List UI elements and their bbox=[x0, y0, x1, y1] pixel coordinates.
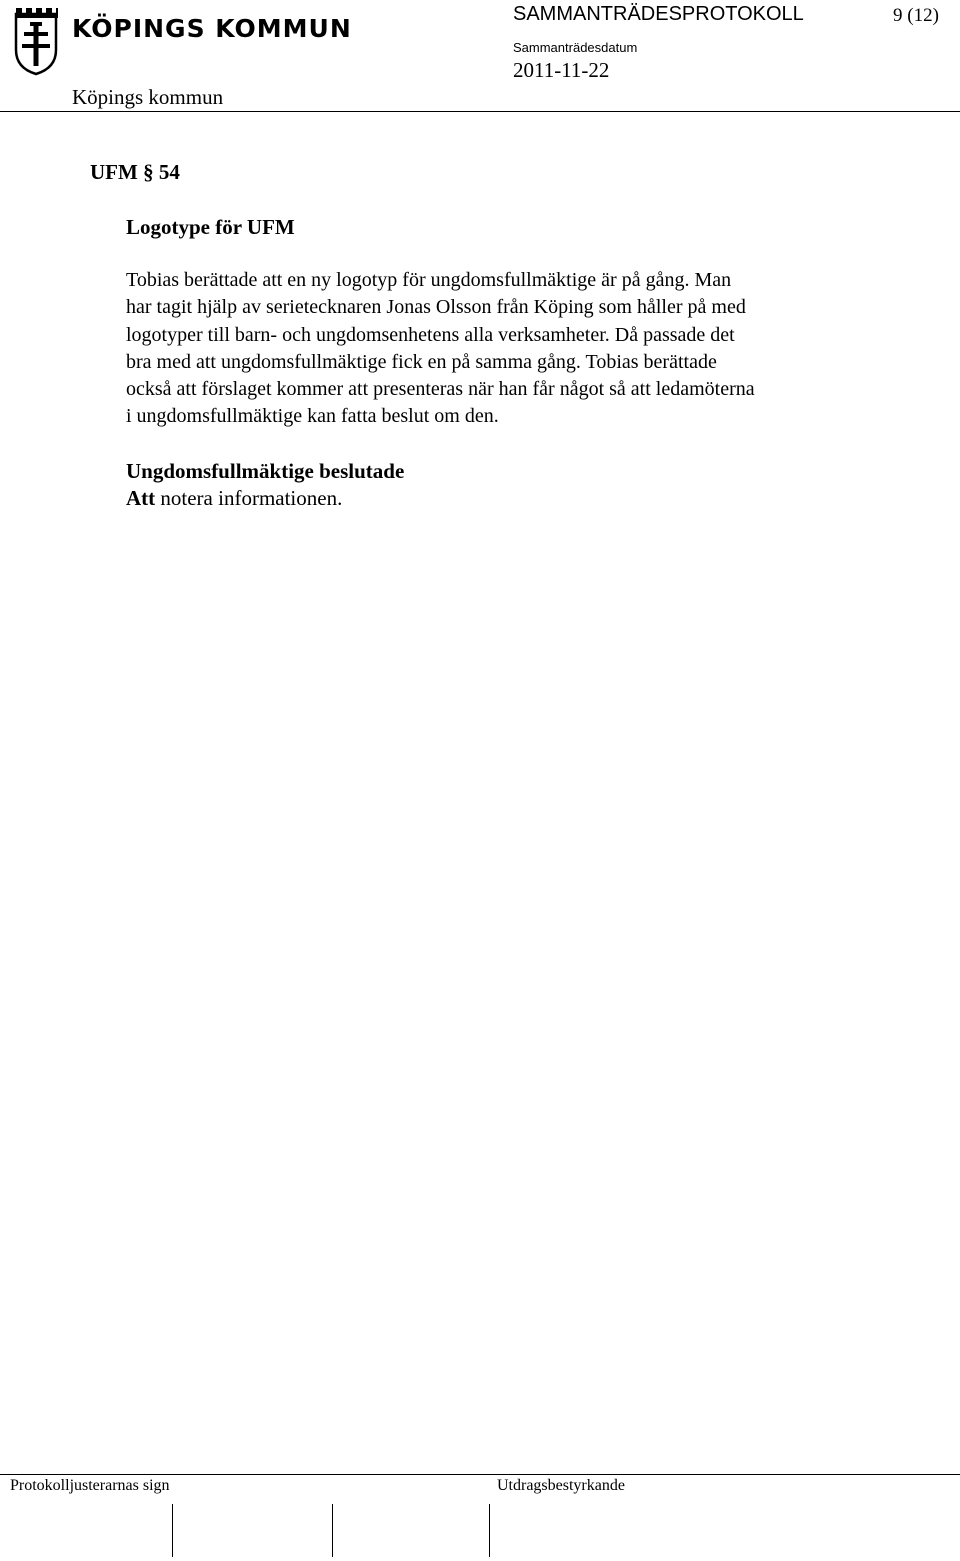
signature-box-line bbox=[172, 1504, 173, 1557]
paragraph-line: Tobias berättade att en ny logotyp för ungdomsfullmäktige är på gång. Man bbox=[126, 269, 732, 291]
item-paragraph bbox=[126, 267, 906, 431]
paragraph-line: också att förslaget kommer att presenteras när han får något så att ledamöterna bbox=[126, 378, 755, 401]
meeting-date-label: Sammanträdesdatum bbox=[513, 40, 638, 55]
justerare-label: Protokolljusterarnas sign bbox=[10, 1477, 170, 1494]
decision-heading: Ungdomsfullmäktige beslutade bbox=[126, 459, 405, 483]
utdrag-label: Utdragsbestyrkande bbox=[497, 1477, 625, 1494]
signature-box-line bbox=[332, 1504, 333, 1557]
page-number: 9 (12) bbox=[893, 5, 939, 26]
section-number: UFM § 54 bbox=[90, 160, 180, 184]
footer-divider bbox=[0, 1474, 960, 1475]
decision bbox=[126, 486, 342, 511]
logo-wordmark: KÖPINGS KOMMUN bbox=[72, 14, 352, 43]
organisation-name: Köpings kommun bbox=[72, 85, 224, 109]
item-title: Logotype för UFM bbox=[126, 215, 295, 239]
document-type: SAMMANTRÄDESPROTOKOLL bbox=[513, 3, 804, 25]
header-divider bbox=[0, 111, 960, 112]
decision-att: Att bbox=[126, 486, 156, 510]
signature-box-line bbox=[489, 1504, 490, 1557]
decision-text: notera informationen. bbox=[155, 486, 343, 510]
paragraph-line: har tagit hjälp av serietecknaren Jonas Olsson från Köping som håller på med bbox=[126, 296, 746, 319]
paragraph-line: bra med att ungdomsfullmäktige fick en på samma gång. Tobias berättade bbox=[126, 350, 717, 373]
meeting-date: 2011-11-22 bbox=[513, 58, 610, 82]
coat-of-arms-logo bbox=[14, 6, 58, 76]
paragraph-line: logotyper till barn- och ungdomsenhetens alla verksamheter. Då passade det bbox=[126, 323, 735, 346]
paragraph-line: i ungdomsfullmäktige kan fatta beslut om den. bbox=[126, 405, 499, 428]
